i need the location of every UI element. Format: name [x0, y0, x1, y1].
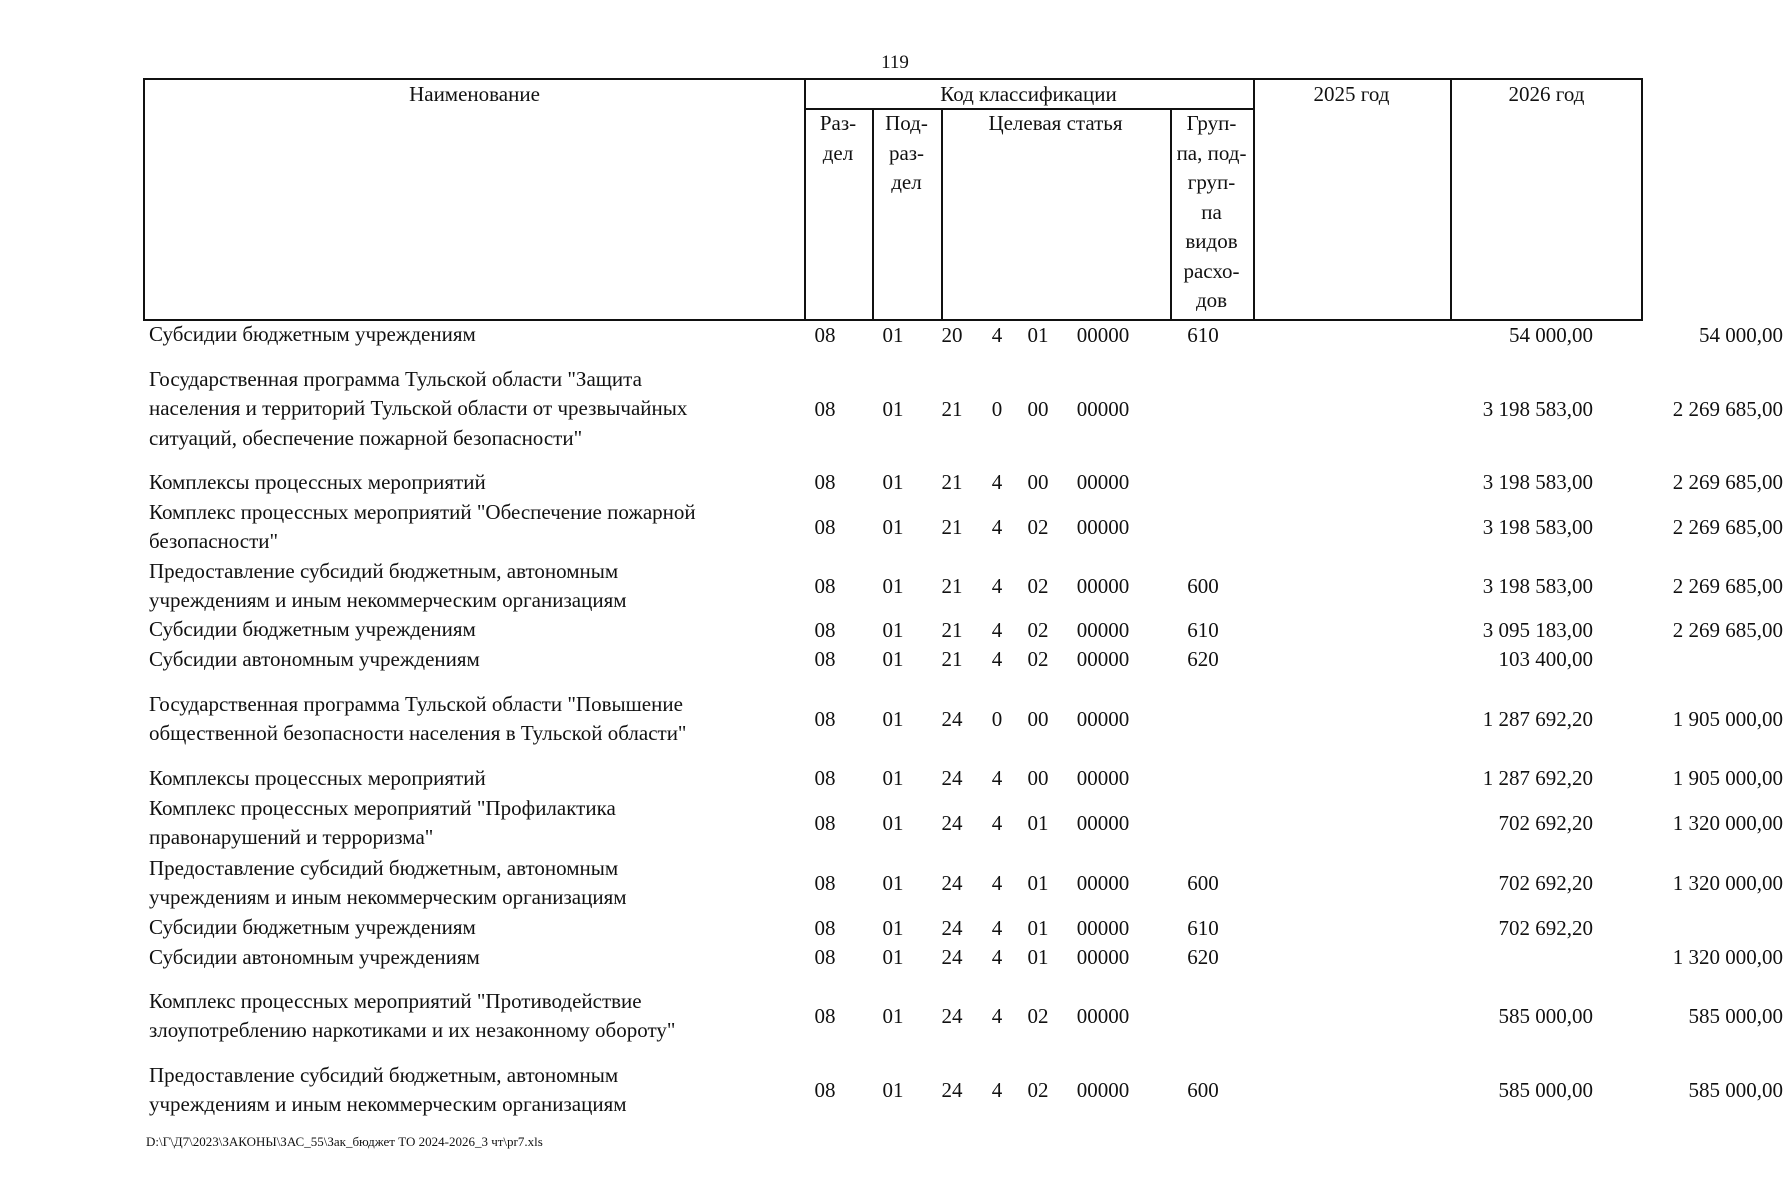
expense-group-cell: 620: [1187, 647, 1219, 671]
podrazdel-cell: 01: [882, 945, 904, 969]
podrazdel-cell: 01: [882, 573, 904, 598]
row-name-line: учреждениям и иным некоммерческим организациям: [149, 885, 627, 909]
target-code-type: 4: [991, 915, 1003, 940]
target-code-program: 21: [941, 647, 963, 671]
row-name-cell: [149, 320, 769, 350]
row-name-line: учреждениям и иным некоммерческим организациям: [149, 1092, 627, 1116]
target-code-direction: 00000: [1076, 706, 1130, 731]
target-code-subtype: 02: [1027, 514, 1049, 539]
target-code-direction: 00000: [1076, 573, 1130, 598]
target-code-program: 21: [941, 470, 963, 494]
header-divider: [1450, 80, 1452, 319]
row-name-line: населения и территорий Тульской области от чрезвычайных: [149, 396, 688, 421]
amount-2026-cell: [1293, 645, 1783, 674]
amount-2025-cell: 3 198 583,00: [1482, 396, 1593, 421]
row-name-cell: [149, 986, 769, 1046]
expense-group-cell: [1169, 793, 1237, 853]
row-name-line: Комплекс процессных мероприятий "Обеспечение пожарной: [149, 499, 696, 524]
table-row: [143, 320, 1783, 350]
table-row: [143, 468, 1783, 497]
amount-2026-cell: 585 000,00: [1688, 1077, 1783, 1102]
target-code-program: 21: [941, 514, 963, 539]
expense-group-cell: 600: [1187, 1077, 1219, 1102]
podrazdel-cell: 01: [882, 706, 904, 731]
expense-group-cell: [1169, 497, 1237, 557]
amount-2026-cell: 1 320 000,00: [1672, 870, 1783, 895]
expense-group-cell: 620: [1187, 945, 1219, 969]
target-code-subtype: 02: [1027, 1077, 1049, 1102]
row-name-line: учреждениям и иным некоммерческим организациям: [149, 588, 627, 612]
razdel-cell: 08: [814, 945, 836, 969]
target-code-direction: 00000: [1076, 1077, 1130, 1102]
expense-group-cell: [1169, 364, 1237, 454]
row-name-cell: [149, 764, 769, 793]
amount-2026-cell: 2 269 685,00: [1672, 470, 1783, 494]
row-name-cell: [149, 364, 769, 454]
row-name-line: безопасности": [149, 529, 279, 553]
row-name-cell: [149, 913, 769, 943]
row-name-cell: [149, 615, 769, 645]
target-code-type: 4: [991, 322, 1003, 347]
row-name-cell: [149, 497, 769, 557]
target-code-type: 4: [991, 573, 1003, 598]
table-row: [143, 943, 1783, 972]
row-name-line: злоупотреблению наркотиками и их незаконному обороту": [149, 1018, 676, 1042]
expense-group-cell: [1169, 468, 1237, 497]
podrazdel-cell: 01: [882, 1077, 904, 1102]
target-code-program: 20: [941, 322, 963, 347]
row-name-line: Предоставление субсидий бюджетным, автономным: [149, 855, 619, 880]
table-row: [143, 688, 1783, 750]
target-code-program: 21: [941, 573, 963, 598]
row-name-line: Субсидии бюджетным учреждениям: [149, 322, 476, 347]
target-code-program: 24: [941, 870, 963, 895]
podrazdel-cell: 01: [882, 470, 904, 494]
table-body: [143, 320, 1783, 1120]
target-code-direction: 00000: [1076, 915, 1130, 940]
amount-2025-cell: 103 400,00: [1498, 647, 1593, 671]
target-code-type: 4: [991, 945, 1003, 969]
target-code-type: 4: [991, 1003, 1003, 1028]
amount-2026-cell: 1 905 000,00: [1672, 706, 1783, 731]
target-code-subtype: 01: [1027, 322, 1049, 347]
table-row: [143, 1060, 1783, 1120]
target-code-subtype: 01: [1027, 810, 1049, 835]
row-name-line: ситуаций, обеспечение пожарной безопасности": [149, 425, 583, 450]
amount-2026-cell: 54 000,00: [1699, 322, 1783, 347]
target-code-direction: 00000: [1076, 470, 1130, 494]
header-podrazdel: Под- раз- дел: [885, 111, 928, 194]
amount-2025-cell: 1 287 692,20: [1482, 706, 1593, 731]
target-code-type: 4: [991, 810, 1003, 835]
amount-2025-cell: 585 000,00: [1498, 1077, 1593, 1102]
table-row: [143, 793, 1783, 853]
target-code-direction: 00000: [1076, 870, 1130, 895]
table-row: [143, 645, 1643, 674]
target-code-program: 21: [941, 396, 963, 421]
target-code-type: 4: [991, 870, 1003, 895]
podrazdel-cell: 01: [882, 322, 904, 347]
table-header: [143, 78, 1643, 321]
row-name-line: Субсидии автономным учреждениям: [149, 944, 480, 969]
expense-group-cell: [1169, 764, 1237, 793]
razdel-cell: 08: [814, 915, 836, 940]
page-number: 119: [881, 52, 909, 73]
razdel-cell: 08: [814, 573, 836, 598]
target-code-type: 4: [991, 1077, 1003, 1102]
target-code-direction: 00000: [1076, 766, 1130, 790]
podrazdel-cell: 01: [882, 810, 904, 835]
amount-2026-cell: [1293, 913, 1783, 943]
row-name-line: Субсидии автономным учреждениям: [149, 646, 480, 671]
amount-2025-cell: 3 095 183,00: [1482, 617, 1593, 642]
amount-2025-cell: 1 287 692,20: [1482, 766, 1593, 790]
target-code-subtype: 01: [1027, 945, 1049, 969]
target-code-program: 24: [941, 706, 963, 731]
table-row: [143, 913, 1643, 943]
row-name-cell: [149, 793, 769, 853]
podrazdel-cell: 01: [882, 514, 904, 539]
header-year-2025: 2025 год: [1313, 82, 1390, 106]
amount-2026-cell: 2 269 685,00: [1672, 514, 1783, 539]
row-name-line: Государственная программа Тульской области "Защита: [149, 366, 642, 391]
razdel-cell: 08: [814, 396, 836, 421]
target-code-subtype: 00: [1027, 766, 1049, 790]
expense-group-cell: 600: [1187, 573, 1219, 598]
header-year-2026: 2026 год: [1508, 82, 1585, 106]
expense-group-cell: 600: [1187, 870, 1219, 895]
amount-2026-cell: 1 320 000,00: [1672, 810, 1783, 835]
razdel-cell: 08: [814, 870, 836, 895]
podrazdel-cell: 01: [882, 647, 904, 671]
row-name-line: общественной безопасности населения в Тульской области": [149, 721, 687, 745]
expense-group-cell: 610: [1187, 915, 1219, 940]
target-code-direction: 00000: [1076, 322, 1130, 347]
razdel-cell: 08: [814, 810, 836, 835]
row-name-cell: [149, 1060, 769, 1120]
table-row: [143, 497, 1783, 557]
header-name: Наименование: [409, 82, 540, 106]
amount-2025-cell: 585 000,00: [1498, 1003, 1593, 1028]
expense-group-cell: [1169, 986, 1237, 1046]
amount-2026-cell: 1 320 000,00: [1672, 945, 1783, 969]
target-code-type: 4: [991, 514, 1003, 539]
podrazdel-cell: 01: [882, 396, 904, 421]
podrazdel-cell: 01: [882, 766, 904, 790]
row-name-line: Комплексы процессных мероприятий: [149, 469, 486, 494]
target-code-direction: 00000: [1076, 617, 1130, 642]
table-row: [143, 986, 1783, 1046]
razdel-cell: 08: [814, 647, 836, 671]
target-code-type: 4: [991, 617, 1003, 642]
header-razdel: Раз- дел: [819, 111, 857, 165]
target-code-program: 24: [941, 810, 963, 835]
razdel-cell: 08: [814, 470, 836, 494]
podrazdel-cell: 01: [882, 915, 904, 940]
podrazdel-cell: 01: [882, 1003, 904, 1028]
razdel-cell: 08: [814, 322, 836, 347]
row-name-line: правонарушений и терроризма": [149, 825, 434, 849]
target-code-type: 0: [991, 396, 1003, 421]
header-group: Груп- па, под- груп- па видов расхо- дов: [1176, 111, 1247, 312]
row-name-cell: [149, 557, 769, 615]
target-code-subtype: 02: [1027, 573, 1049, 598]
amount-2025-cell: 3 198 583,00: [1482, 470, 1593, 494]
amount-2025-cell: 3 198 583,00: [1482, 573, 1593, 598]
row-name-line: Предоставление субсидий бюджетным, автономным: [149, 558, 619, 583]
razdel-cell: 08: [814, 617, 836, 642]
target-code-subtype: 02: [1027, 647, 1049, 671]
target-code-subtype: 01: [1027, 870, 1049, 895]
amount-2025-cell: 3 198 583,00: [1482, 514, 1593, 539]
amount-2025-cell: 702 692,20: [1498, 870, 1593, 895]
target-code-direction: 00000: [1076, 647, 1130, 671]
row-name-line: Предоставление субсидий бюджетным, автономным: [149, 1062, 619, 1087]
row-name-cell: [149, 688, 769, 750]
amount-2025-cell: 702 692,20: [1498, 915, 1593, 940]
row-name-cell: [149, 645, 769, 674]
table-row: [143, 853, 1783, 913]
target-code-direction: 00000: [1076, 514, 1130, 539]
amount-2026-cell: 2 269 685,00: [1672, 573, 1783, 598]
header-target-article: Целевая статья: [988, 111, 1123, 135]
target-code-program: 24: [941, 766, 963, 790]
razdel-cell: 08: [814, 514, 836, 539]
target-code-type: 0: [991, 706, 1003, 731]
amount-2026-cell: 2 269 685,00: [1672, 617, 1783, 642]
row-name-line: Субсидии бюджетным учреждениям: [149, 915, 476, 940]
header-divider: [1253, 80, 1255, 319]
row-name-cell: [149, 943, 769, 972]
table-row: [143, 615, 1783, 645]
footer-file-path: D:\Г\Д7\2023\ЗАКОНЫ\ЗАС_55\Зак_бюджет ТО 2024-2026_3 чт\pr7.xls: [146, 1134, 543, 1149]
target-code-subtype: 01: [1027, 915, 1049, 940]
row-name-line: Государственная программа Тульской области "Повышение: [149, 691, 683, 716]
amount-2025-cell: 702 692,20: [1498, 810, 1593, 835]
expense-group-cell: 610: [1187, 322, 1219, 347]
target-code-direction: 00000: [1076, 1003, 1130, 1028]
row-name-cell: [149, 853, 769, 913]
row-name-line: Комплексы процессных мероприятий: [149, 765, 486, 790]
razdel-cell: 08: [814, 1077, 836, 1102]
target-code-direction: 00000: [1076, 810, 1130, 835]
amount-2025-cell: 54 000,00: [1509, 322, 1593, 347]
header-divider: [941, 108, 943, 319]
header-classification: Код классификации: [940, 82, 1117, 106]
target-code-subtype: 02: [1027, 617, 1049, 642]
amount-2026-cell: 585 000,00: [1688, 1003, 1783, 1028]
row-name-cell: [149, 468, 769, 497]
razdel-cell: 08: [814, 706, 836, 731]
expense-group-cell: 610: [1187, 617, 1219, 642]
target-code-direction: 00000: [1076, 396, 1130, 421]
table-row: [143, 364, 1783, 454]
target-code-subtype: 00: [1027, 706, 1049, 731]
amount-2026-cell: 2 269 685,00: [1672, 396, 1783, 421]
table-row: [143, 764, 1783, 793]
target-code-program: 21: [941, 617, 963, 642]
target-code-type: 4: [991, 470, 1003, 494]
razdel-cell: 08: [814, 1003, 836, 1028]
target-code-subtype: 02: [1027, 1003, 1049, 1028]
target-code-program: 24: [941, 1003, 963, 1028]
target-code-program: 24: [941, 1077, 963, 1102]
row-name-line: Комплекс процессных мероприятий "Профилактика: [149, 795, 616, 820]
target-code-type: 4: [991, 647, 1003, 671]
amount-2026-cell: 1 905 000,00: [1672, 766, 1783, 790]
podrazdel-cell: 01: [882, 617, 904, 642]
target-code-subtype: 00: [1027, 396, 1049, 421]
podrazdel-cell: 01: [882, 870, 904, 895]
expense-group-cell: [1169, 688, 1237, 750]
target-code-program: 24: [941, 945, 963, 969]
row-name-line: Комплекс процессных мероприятий "Противодействие: [149, 988, 642, 1013]
target-code-type: 4: [991, 766, 1003, 790]
target-code-subtype: 00: [1027, 470, 1049, 494]
target-code-program: 24: [941, 915, 963, 940]
target-code-direction: 00000: [1076, 945, 1130, 969]
razdel-cell: 08: [814, 766, 836, 790]
table-row: [143, 557, 1783, 615]
row-name-line: Субсидии бюджетным учреждениям: [149, 617, 476, 642]
